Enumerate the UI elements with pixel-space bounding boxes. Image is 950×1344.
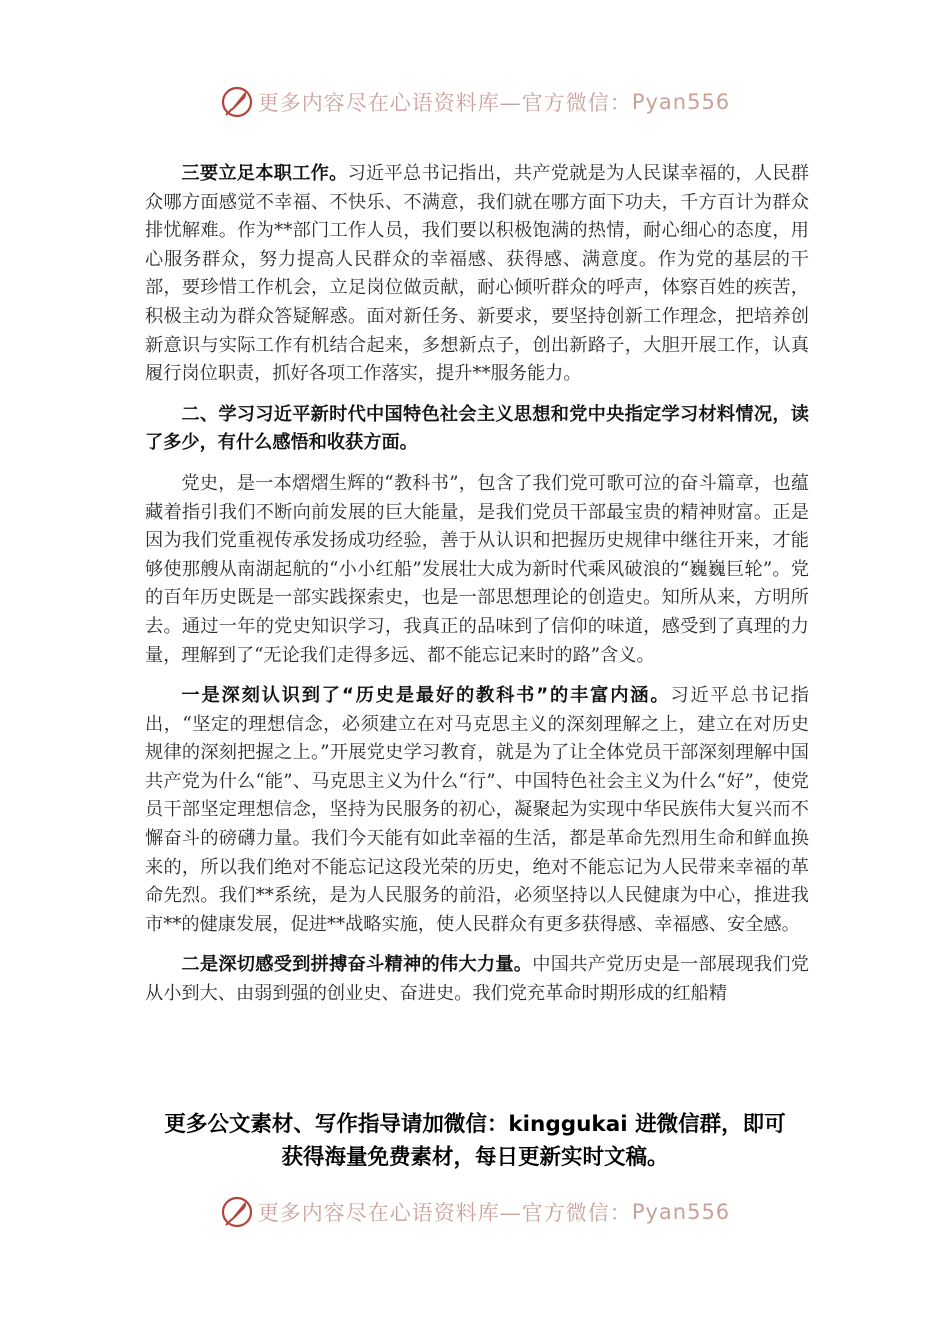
footer-watermark-banner bbox=[0, 1192, 950, 1232]
header-watermark-banner bbox=[0, 82, 950, 122]
watermark-text: 更多内容尽在心语资料库—官方微信： bbox=[257, 91, 632, 115]
paragraph-5 bbox=[145, 951, 809, 1008]
promo-line-1: 更多公文素材、写作指导请加微信：kinggukai 进微信群，即可 bbox=[164, 1112, 786, 1137]
paragraph-lead: 二是深切感受到拼搏奋斗精神的伟大力量。 bbox=[181, 954, 533, 976]
watermark-wechat-id: Pyan556 bbox=[631, 90, 731, 114]
paragraph-4 bbox=[145, 682, 809, 939]
paragraph-text: 党史，是一本熠熠生辉的“教科书”，包含了我们党可歌可泣的奋斗篇章，也蕴藏着指引我们不断向前发展的巨大能量，是我们党员干部最宝贵的精神财富。正是因为我们党重视传承发扬成功经验，善于从认识和把握历史规律中继往开来，才能够使那艘从南湖起航的“小小红船”发展壮大成为新时代乘风破浪的“巍巍巨轮”。党的百年历史既是一部实践探索史，也是一部思想理论的创造史。知所从来，方明所去。通过一年的党史知识学习，我真正的品味到了信仰的味道，感受到了真理的力量，理解到了“无论我们走得多远、都不能忘记来时的路”含义。 bbox=[145, 472, 809, 666]
watermark-wechat-id: Pyan556 bbox=[631, 1200, 731, 1224]
paragraph-text: 习近平总书记指出，“坚定的理想信念，必须建立在对马克思主义的深刻理解之上，建立在对历史规律的深刻把握之上。”开展党史学习教育，就是为了让全体党员干部深刻理解中国共产党为什么“能”、马克思主义为什么“行”、中国特色社会主义为什么“好”，使党员干部坚定理想信念，坚持为民服务的初心，凝聚起为实现中华民族伟大复兴而不懈奋斗的磅礴力量。我们今天能有如此幸福的生活，都是革命先烈用生命和鲜血换来的，所以我们绝对不能忘记这段光荣的历史，绝对不能忘记为人民带来幸福的革命先烈。我们**系统，是为人民服务的前沿，必须坚持以人民健康为中心，推进我市**的健康发展，促进**战略实施，使人民群众有更多获得感、幸福感、安全感。 bbox=[145, 685, 809, 935]
paragraph-1 bbox=[145, 160, 809, 389]
paragraph-lead: 一是深刻认识到了“历史是最好的教科书”的丰富内涵。 bbox=[181, 685, 671, 707]
promo-notice bbox=[0, 1108, 950, 1174]
paragraph-3 bbox=[145, 470, 809, 670]
section-heading: 二、学习习近平新时代中国特色社会主义思想和党中央指定学习材料情况，读了多少，有什么感悟和收获方面。 bbox=[145, 403, 809, 454]
quill-pen-icon bbox=[220, 85, 254, 119]
quill-pen-icon bbox=[220, 1195, 254, 1229]
promo-line-2: 获得海量免费素材，每日更新实时文稿。 bbox=[281, 1145, 669, 1170]
paragraph-text: 中国共产党历史是一部展现我们党从小到大、由弱到强的创业史、奋进史。我们党充革命时期形成的红船精 bbox=[145, 954, 809, 1005]
document-body bbox=[145, 160, 809, 1021]
paragraph-text: 习近平总书记指出，共产党就是为人民谋幸福的，人民群众哪方面感觉不幸福、不快乐、不满意，我们就在哪方面下功夫，千方百计为群众排忧解难。作为**部门工作人员，我们要以积极饱满的热情，耐心细心的态度，用心服务群众，努力提高人民群众的幸福感、获得感、满意度。作为党的基层的干部，要珍惜工作机会，立足岗位做贡献，耐心倾听群众的呼声，体察百姓的疾苦，积极主动为群众答疑解惑。面对新任务、新要求，要坚持创新工作理念，把培养创新意识与实际工作有机结合起来，多想新点子，创出新路子，大胆开展工作，认真履行岗位职责，抓好各项工作落实，提升**服务能力。 bbox=[145, 163, 809, 385]
watermark-text: 更多内容尽在心语资料库—官方微信： bbox=[257, 1201, 632, 1225]
paragraph-lead: 三要立足本职工作。 bbox=[181, 163, 348, 184]
